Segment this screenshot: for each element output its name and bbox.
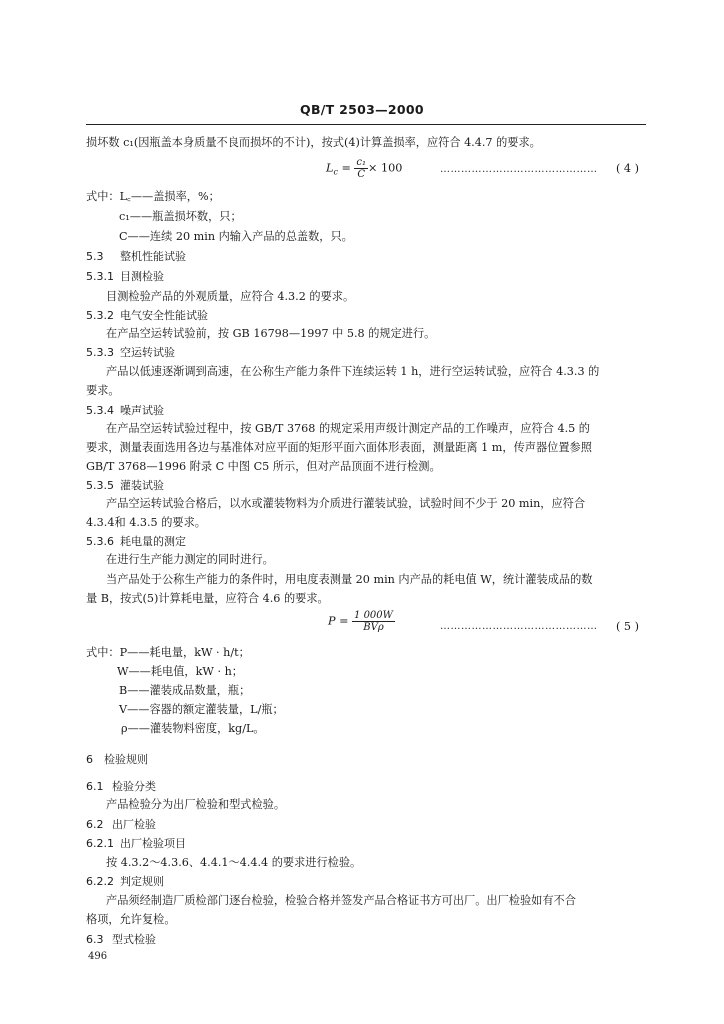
equation-equals: = <box>335 614 353 628</box>
chapter-heading <box>86 752 148 768</box>
section-number: 5.3.1 <box>86 270 114 283</box>
equation-subscript: c <box>333 167 338 177</box>
equation-fraction <box>352 610 395 633</box>
paragraph-line: 按 4.3.2～4.3.6、4.4.1～4.4.4 的要求进行检验。 <box>106 856 362 869</box>
section-heading <box>86 269 164 285</box>
section-number: 6.2 <box>86 818 104 831</box>
definition-line: ρ——灌装物料密度，kg/L。 <box>121 722 265 735</box>
equation-equals: = <box>337 161 355 175</box>
section-heading <box>86 874 164 890</box>
paragraph-line: 要求，测量表面选用各边与基准体对应平面的矩形平面六面体形表面，测量距离 1 m，传声器位置参照 <box>86 441 592 454</box>
section-title: 电气安全性能试验 <box>120 309 208 322</box>
section-number: 6 <box>86 753 93 766</box>
section-number: 5.3.5 <box>86 479 114 492</box>
header-rule <box>86 124 646 125</box>
section-heading <box>86 478 164 494</box>
section-heading <box>86 817 156 833</box>
paragraph-line: 4.3.4和 4.3.5 的要求。 <box>86 516 206 529</box>
equation-lhs: P <box>328 614 336 628</box>
section-title: 空运转试验 <box>120 346 175 359</box>
paragraph-line: 产品空运转试验合格后，以水或灌装物料为介质进行灌装试验，试验时间不少于 20 min，应符合 <box>106 497 586 510</box>
section-number: 6.2.2 <box>86 875 114 888</box>
section-number: 5.3.3 <box>86 346 114 359</box>
section-title: 整机性能试验 <box>120 250 186 263</box>
section-number: 6.3 <box>86 933 104 946</box>
section-title: 型式检验 <box>112 933 156 946</box>
document-header: QB/T 2503—2000 <box>300 102 424 117</box>
section-heading <box>86 932 156 948</box>
section-title: 目测检验 <box>120 270 164 283</box>
section-title: 灌装试验 <box>120 479 164 492</box>
paragraph-line: 要求。 <box>86 384 120 397</box>
section-heading <box>86 249 186 265</box>
section-heading <box>86 779 156 795</box>
equation-leader-dots: ……………………………………… <box>440 164 598 175</box>
section-heading <box>86 308 208 324</box>
paragraph-line: 损坏数 c₁(因瓶盖本身质量不良而损坏的不计)，按式(4)计算盖损率，应符合 4.4.7 的要求。 <box>86 136 541 149</box>
equation-denominator: BVρ <box>363 622 384 633</box>
section-heading <box>86 403 164 419</box>
equation-5 <box>328 610 395 633</box>
section-heading <box>86 534 186 550</box>
section-number: 5.3.4 <box>86 404 114 417</box>
definition-line: C——连续 20 min 内输入产品的总盖数，只。 <box>119 230 353 243</box>
section-heading <box>86 345 175 361</box>
paragraph-line: 产品以低速逐渐调到高速，在公称生产能力条件下连续运转 1 h，进行空运转试验，应符合 4.3.3 的 <box>106 365 600 378</box>
paragraph-line: 格项，允许复检。 <box>86 913 176 926</box>
equation-label: ( 5 ) <box>616 620 639 633</box>
paragraph-line: 量 B，按式(5)计算耗电量，应符合 4.6 的要求。 <box>86 592 329 605</box>
definition-line: 式中：P——耗电量，kW · h/t； <box>86 646 250 659</box>
page-number: 496 <box>88 951 108 962</box>
equation-lhs: L <box>326 161 334 175</box>
section-heading <box>86 836 186 852</box>
section-title: 出厂检验 <box>112 818 156 831</box>
definition-line: B——灌装成品数量，瓶； <box>119 684 251 697</box>
section-title: 噪声试验 <box>120 404 164 417</box>
section-number: 6.2.1 <box>86 837 114 850</box>
section-number: 6.1 <box>86 780 104 793</box>
definition-line: 式中：L꜀——盖损率，%； <box>86 190 220 203</box>
paragraph-line: 当产品处于公称生产能力的条件时，用电度表测量 20 min 内产品的耗电值 W，统计灌装成品的数 <box>106 573 593 586</box>
definition-line: V——容器的额定灌装量，L/瓶； <box>119 703 284 716</box>
section-number: 5.3.6 <box>86 535 114 548</box>
section-title: 判定规则 <box>120 875 164 888</box>
definition-line: W——耗电值，kW · h； <box>117 665 243 678</box>
paragraph-line: 在进行生产能力测定的同时进行。 <box>106 553 274 566</box>
paragraph-line: 目测检验产品的外观质量，应符合 4.3.2 的要求。 <box>106 290 355 303</box>
section-number: 5.3 <box>86 250 104 263</box>
equation-fraction <box>354 157 368 180</box>
paragraph-line: 在产品空运转试验过程中，按 GB/T 3768 的规定采用声级计测定产品的工作噪声，应符合 4.5 的 <box>106 422 590 435</box>
section-title: 检验分类 <box>112 780 156 793</box>
paragraph-line: 在产品空运转试验前，按 GB 16798—1997 中 5.8 的规定进行。 <box>106 327 436 340</box>
paragraph-line: GB/T 3768—1996 附录 C 中图 C5 所示，但对产品顶面不进行检测。 <box>86 460 441 473</box>
equation-leader-dots: ……………………………………… <box>440 621 598 632</box>
paragraph-line: 产品检验分为出厂检验和型式检验。 <box>106 798 286 811</box>
equation-rest: × 100 <box>368 161 403 175</box>
equation-numerator: 1 000W <box>354 610 393 621</box>
equation-label: ( 4 ) <box>616 162 639 175</box>
equation-numerator: c₁ <box>356 157 367 168</box>
section-title: 耗电量的测定 <box>120 535 186 548</box>
section-number: 5.3.2 <box>86 309 114 322</box>
definition-line: c₁——瓶盖损坏数，只； <box>119 210 242 223</box>
section-title: 检验规则 <box>104 753 148 766</box>
equation-4 <box>326 157 402 180</box>
paragraph-line: 产品须经制造厂质检部门逐台检验，检验合格并签发产品合格证书方可出厂。出厂检验如有不合 <box>106 894 576 907</box>
section-title: 出厂检验项目 <box>120 837 186 850</box>
equation-denominator: C <box>357 169 366 180</box>
